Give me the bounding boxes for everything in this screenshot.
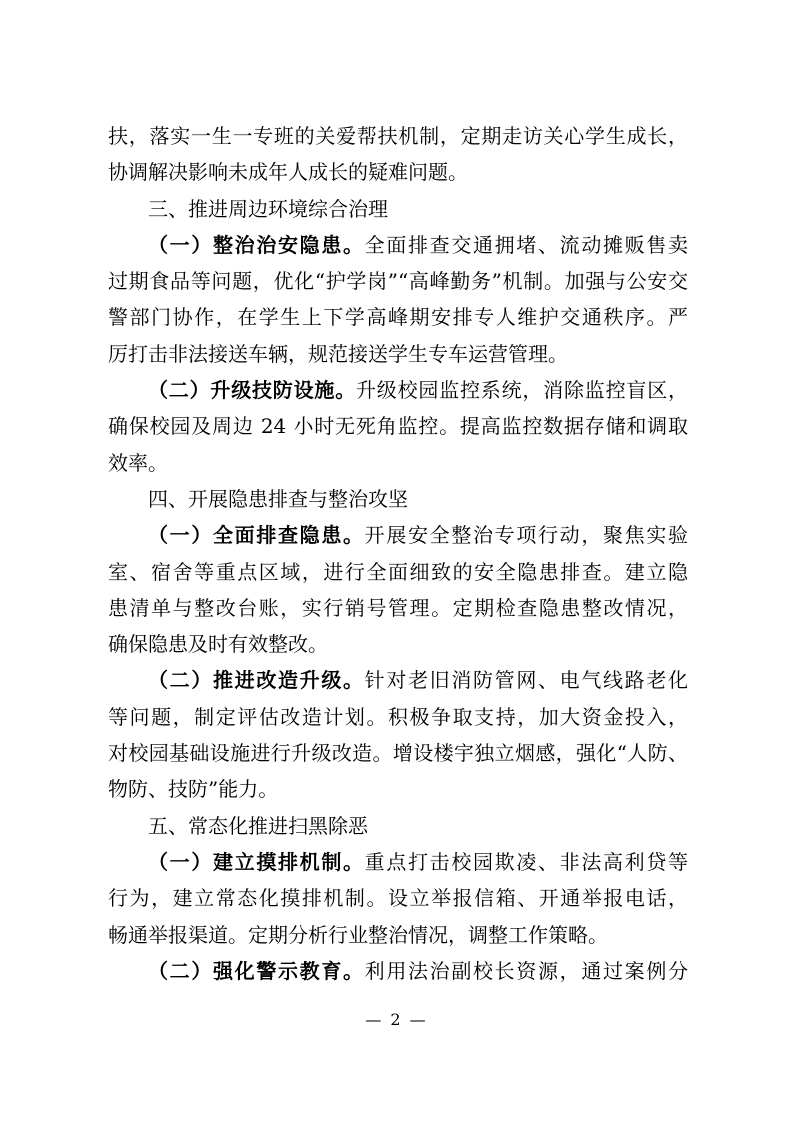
subheading-text: （一）整治治安隐患。 <box>148 232 365 257</box>
line-text: 效率。 <box>108 450 168 475</box>
text-line <box>108 517 688 553</box>
line-text: 过期食品等问题，优化“护学岗”“高峰勤务”机制。加强与公安交 <box>108 269 688 294</box>
line-text: 四、开展隐患排查与整治攻坚 <box>148 486 408 511</box>
line-text: 开展安全整治专项行动，聚焦实验 <box>364 523 689 548</box>
subheading-text: （二）推进改造升级。 <box>148 668 365 693</box>
subheading-text: （二）升级技防设施。 <box>148 378 356 403</box>
text-line <box>108 953 688 989</box>
text-line <box>108 408 688 444</box>
line-text: 对校园基础设施进行升级改造。增设楼宇独立烟感，强化“人防、 <box>108 741 688 766</box>
page-number: — 2 — <box>365 1010 428 1029</box>
text-line <box>108 808 688 844</box>
line-text: 五、常态化推进扫黑除恶 <box>148 813 368 838</box>
text-line <box>108 735 688 771</box>
line-text: 协调解决影响未成年人成长的疑难问题。 <box>108 160 468 185</box>
line-text: 确保隐患及时有效整改。 <box>108 632 328 657</box>
line-text: 等问题，制定评估改造计划。积极争取支持，加大资金投入， <box>108 704 688 729</box>
text-line <box>108 771 688 807</box>
line-text: 升级校园监控系统，消除监控盲区， <box>356 378 688 403</box>
line-text: 厉打击非法接送车辆，规范接送学生专车运营管理。 <box>108 341 568 366</box>
line-text: 行为，建立常态化摸排机制。设立举报信箱、开通举报电话， <box>108 886 688 911</box>
subheading-text: （一）建立摸排机制。 <box>148 849 365 874</box>
text-line <box>108 481 688 517</box>
text-line <box>108 662 688 698</box>
text-line <box>108 227 688 263</box>
line-text: 患清单与整改台账，实行销号管理。定期检查隐患整改情况， <box>108 595 688 620</box>
text-line <box>108 191 688 227</box>
text-line <box>108 263 688 299</box>
line-text: 针对老旧消防管网、电气线路老化 <box>364 668 689 693</box>
subheading-text: （一）全面排查隐患。 <box>148 523 365 548</box>
line-text: 物防、技防”能力。 <box>108 777 279 802</box>
line-text: 利用法治副校长资源，通过案例分 <box>364 958 689 983</box>
line-text: 扶，落实一生一专班的关爱帮扶机制，定期走访关心学生成长， <box>108 124 688 148</box>
line-text: 重点打击校园欺凌、非法高利贷等 <box>364 849 689 874</box>
text-line <box>108 699 688 735</box>
text-line <box>108 299 688 335</box>
text-line <box>108 118 688 154</box>
line-text: 三、推进周边环境综合治理 <box>148 196 388 221</box>
line-text: 室、宿舍等重点区域，进行全面细致的安全隐患排查。建立隐 <box>108 559 688 584</box>
body-text <box>108 118 688 989</box>
text-line <box>108 844 688 880</box>
text-line <box>108 626 688 662</box>
subheading-text: （二）强化警示教育。 <box>148 958 365 983</box>
text-line <box>108 590 688 626</box>
line-text: 确保校园及周边 24 小时无死角监控。提高监控数据存储和调取 <box>108 414 688 439</box>
line-text: 全面排查交通拥堵、流动摊贩售卖 <box>364 232 689 257</box>
text-line <box>108 554 688 590</box>
text-line <box>108 917 688 953</box>
text-line <box>108 372 688 408</box>
text-line <box>108 336 688 372</box>
text-line <box>108 880 688 916</box>
line-text: 警部门协作，在学生上下学高峰期安排专人维护交通秩序。严 <box>108 305 688 330</box>
text-line <box>108 445 688 481</box>
text-line <box>108 154 688 190</box>
line-text: 畅通举报渠道。定期分析行业整治情况，调整工作策略。 <box>108 922 608 947</box>
